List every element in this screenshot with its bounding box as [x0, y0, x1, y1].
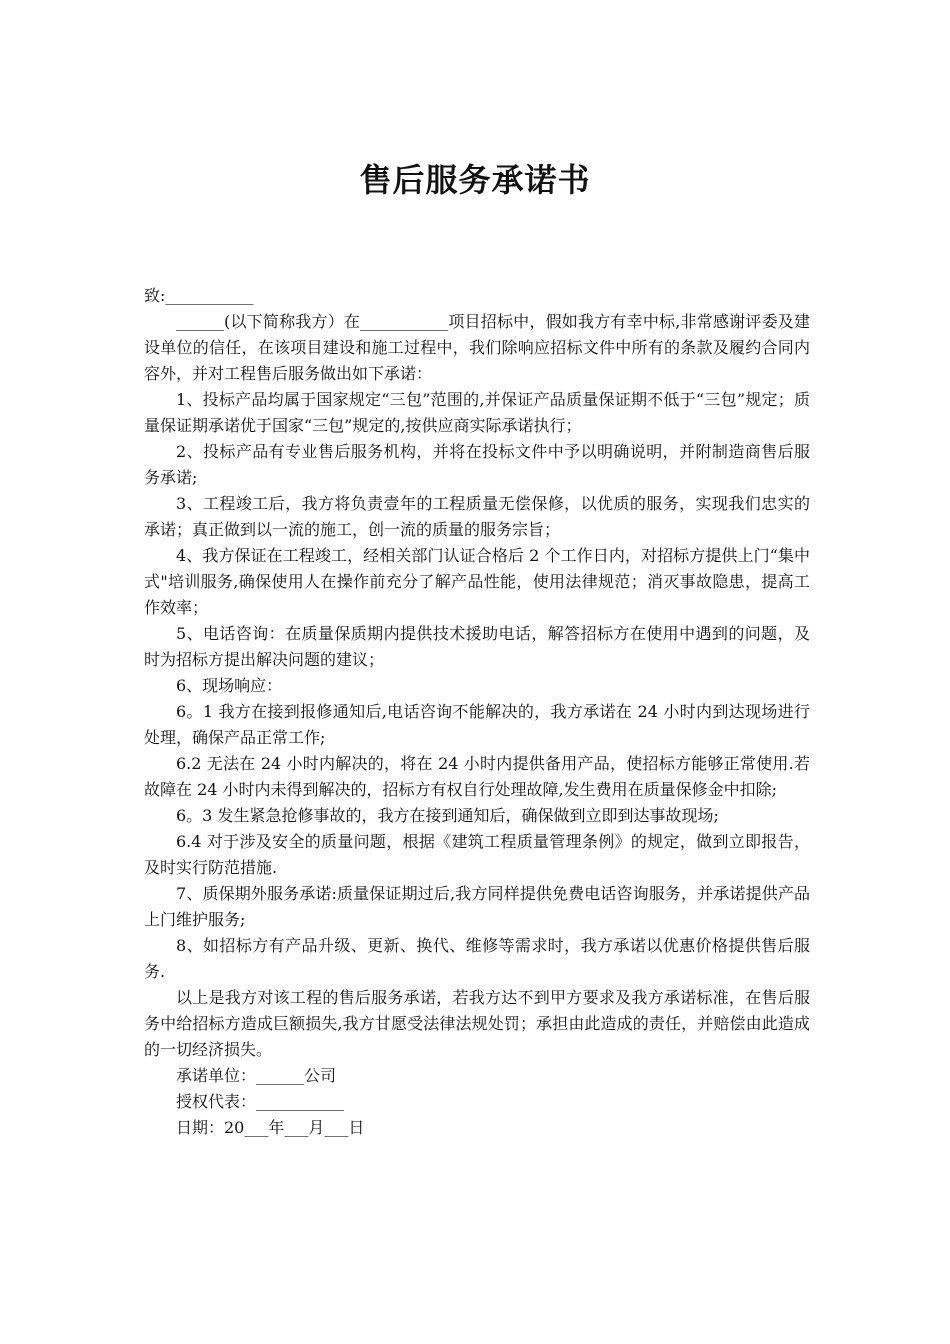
closing-paragraph: 以上是我方对该工程的售后服务承诺，若我方达不到甲方要求及我方承诺标准，在售后服务中给招标方造成巨额损失,我方甘愿受法律法规处罚；承担由此造成的责任，并赔偿由此造成的一切经济损失。 — [144, 988, 810, 1059]
document-title: 售后服务承诺书 — [359, 161, 591, 199]
document-body — [144, 283, 810, 1141]
commitment-item-3: 3、工程竣工后，我方将负责壹年的工程质量无偿保修，以优质的服务，实现我们忠实的承诺；真正做到以一流的施工，创一流的质量的服务宗旨； — [144, 494, 810, 539]
intro-paragraph: ______(以下简称我方）在___________项目招标中，假如我方有幸中标,非常感谢评委及建设单位的信任，在该项目建设和施工过程中，我们除响应招标文件中所有的条款及履约合同内容外，并对工程售后服务做出如下承诺： — [144, 312, 810, 383]
commitment-item-8: 8、如招标方有产品升级、更新、换代、维修等需求时，我方承诺以优惠价格提供售后服务. — [144, 936, 810, 981]
salutation: 致:___________ — [144, 286, 254, 305]
commitment-item-6: 6、现场响应： — [176, 676, 283, 695]
commitment-item-1: 1、投标产品均属于国家规定“三包”范围的,并保证产品质量保证期不低于“三包”规定；质量保证期承诺优于国家“三包”规定的,按供应商实际承诺执行； — [144, 390, 810, 435]
commitment-item-7: 7、质保期外服务承诺:质量保证期过后,我方同样提供免费电话咨询服务，并承诺提供产品上门维护服务; — [144, 884, 810, 929]
commitment-item-6-4: 6.4 对于涉及安全的质量问题，根据《建筑工程质量管理条例》的规定，做到立即报告，及时实行防范措施. — [144, 832, 810, 877]
commitment-item-6-1: 6。1 我方在接到报修通知后,电话咨询不能解决的，我方承诺在 24 小时内到达现场进行处理，确保产品正常工作; — [144, 702, 810, 747]
commitment-item-2: 2、投标产品有专业售后服务机构，并将在投标文件中予以明确说明，并附制造商售后服务承诺; — [144, 442, 810, 487]
commitment-item-6-2: 6.2 无法在 24 小时内解决的，将在 24 小时内提供备用产品，使招标方能够正常使用.若故障在 24 小时内未得到解决的，招标方有权自行处理故障,发生费用在质量保修金中扣除; — [144, 754, 810, 799]
signature-unit: 承诺单位：______公司 — [176, 1066, 337, 1085]
commitment-item-5: 5、电话咨询：在质量保质期内提供技术援助电话，解答招标方在使用中遇到的问题，及时为招标方提出解决问题的建议； — [144, 624, 810, 669]
signature-representative: 授权代表：___________ — [176, 1092, 345, 1111]
signature-date: 日期：20___年___月___日 — [176, 1118, 365, 1137]
commitment-item-4: 4、我方保证在工程竣工，经相关部门认证合格后 2 个工作日内，对招标方提供上门“集中式"培训服务,确保使用人在操作前充分了解产品性能，使用法律规范；消灭事故隐患，提高工作效率； — [144, 546, 810, 617]
commitment-item-6-3: 6。3 发生紧急抢修事故的，我方在接到通知后，确保做到立即到达事故现场; — [176, 806, 719, 825]
